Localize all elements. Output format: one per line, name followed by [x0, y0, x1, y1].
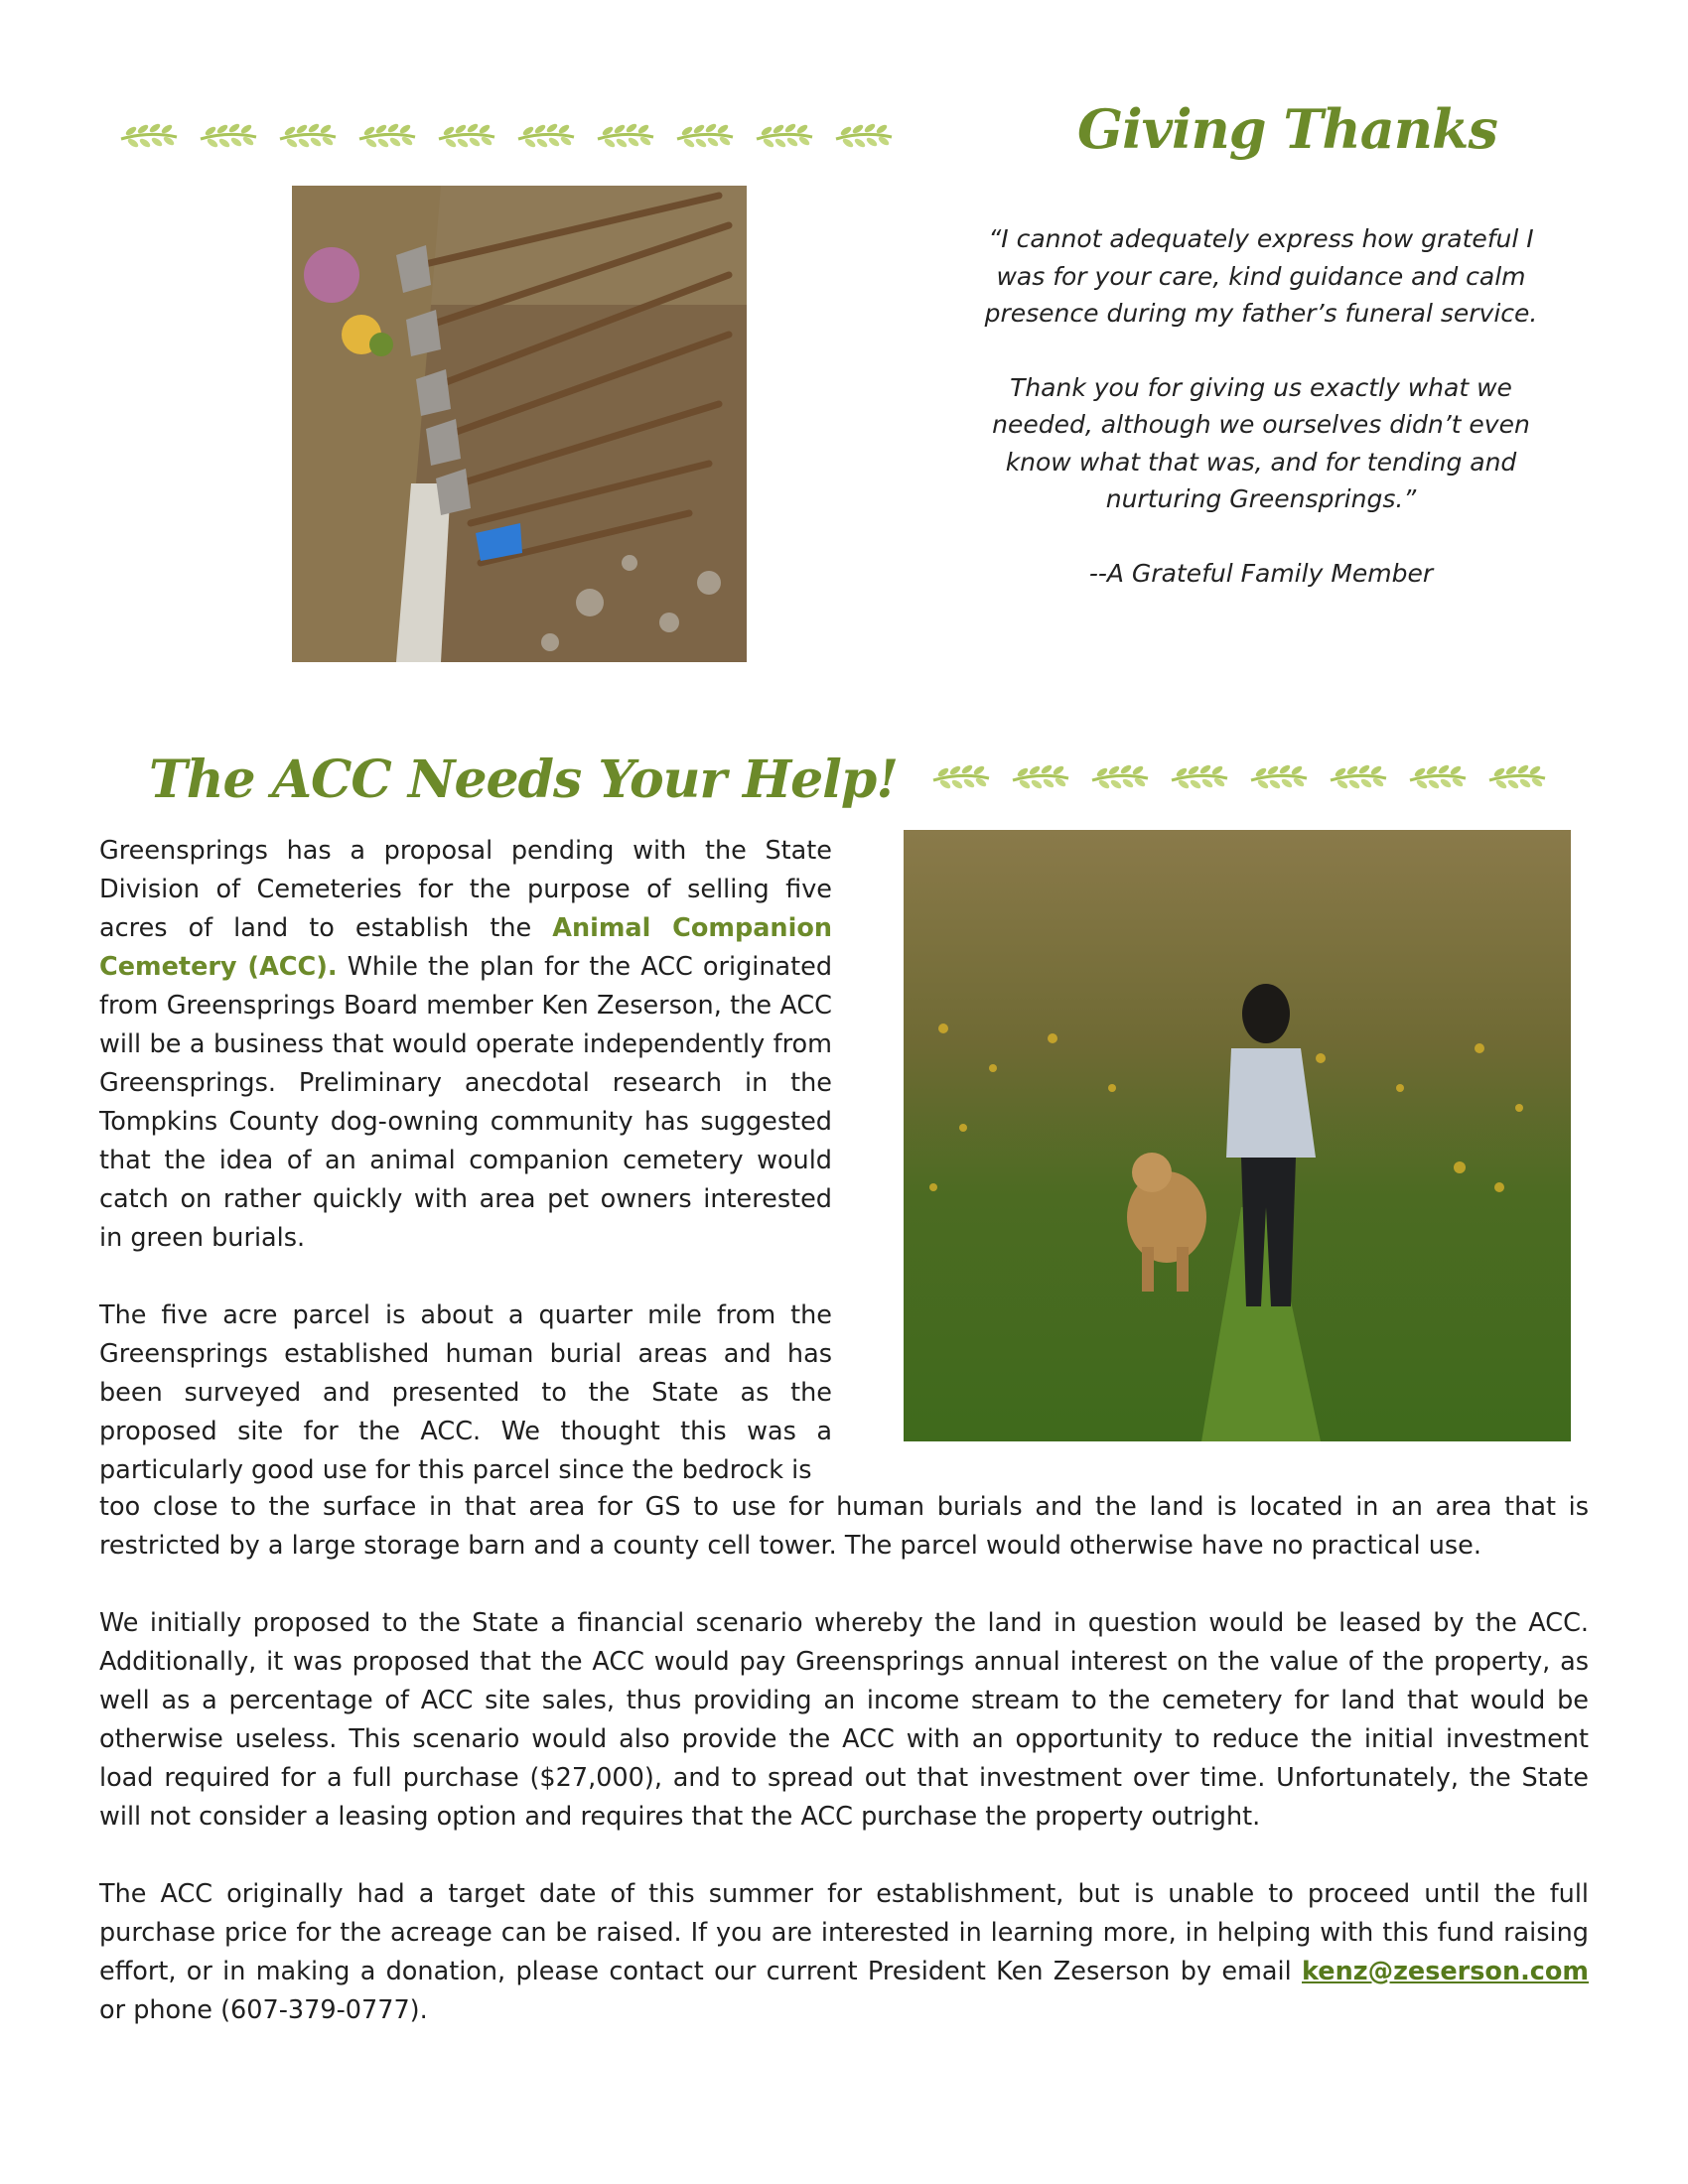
acc-paragraph-3: We initially proposed to the State a financial scenario whereby the land in question would be leased by the ACC. Additionally, it was proposed that the ACC would pay Greensprings annual interest on the value of the property, as well as a percentage of ACC site sales, thus providing an income stream to the cemetery for land that would be otherwise useless. This scenario would also provide the ACC with an opportunity to reduce the initial investment load required for a full purchase ($27,000), and to spread out that investment over time. Unfortunately, the State will not consider a leasing option and requires that the ACC purchase the property outright.: [99, 1608, 1589, 1832]
woman-walking-dog-photo: [904, 830, 1571, 1441]
shovels-photo: [292, 186, 747, 662]
giving-thanks-heading: Giving Thanks: [1077, 97, 1497, 161]
acc-name-highlight: Animal Companion Cemetery (ACC).: [99, 913, 833, 982]
acc-paragraph-2-column: The five acre parcel is about a quarter mile from the Greensprings established human burial areas and has been surveyed and presented to the State as the proposed site for the ACC. We thought this was a particularly good use for this parcel since the bedrock is: [99, 1300, 832, 1485]
testimonial-quote: [983, 220, 1539, 628]
email-link[interactable]: kenz@zeserson.com: [1302, 1957, 1589, 1986]
leaf-divider-top: [119, 117, 914, 157]
acc-paragraph-4-start: The ACC originally had a target date of this summer for establishment, but is unable to proceed until the full purchase price for the acreage can be raised. If you are interested in learning more, in helping with this fund raising effort, or in making a donation, please contact our current President Ken Zeserson by email: [99, 1879, 1589, 1986]
quote-paragraph-2: Thank you for giving us exactly what we needed, although we ourselves didn’t even know what that was, and for tending and nurturing Greensprings.”: [992, 372, 1530, 513]
quote-attribution: --A Grateful Family Member: [1088, 558, 1434, 588]
acc-paragraph-2-continued: too close to the surface in that area for GS to use for human burials and the land is located in an area that is restricted by a large storage barn and a county cell tower. The parcel would otherwise have no practical use.: [99, 1492, 1589, 1561]
acc-paragraph-1-start: Greensprings has a proposal pending with the State Division of Cemeteries for the purpose of selling five acres of land to establish the: [99, 836, 832, 943]
acc-paragraph-4: [99, 1875, 1589, 2030]
acc-column-text: [99, 832, 832, 1490]
quote-paragraph-1: “I cannot adequately express how grateful I was for your care, kind guidance and calm presence during my father’s funeral service.: [984, 224, 1538, 328]
leaf-divider-right: [931, 758, 1567, 798]
acc-heading: The ACC Needs Your Help!: [149, 750, 899, 810]
acc-paragraph-1: [99, 832, 832, 1258]
acc-paragraph-4-end: or phone (607-379-0777).: [99, 1995, 428, 2025]
acc-paragraph-1-end: While the plan for the ACC originated from Greensprings Board member Ken Zeserson, the ACC will be a business that would operate independently from Greensprings. Preliminary anecdotal research in the Tompkins County dog-owning community has suggested that the idea of an animal companion cemetery would catch on rather quickly with area pet owners interested in green burials.: [99, 952, 833, 1253]
